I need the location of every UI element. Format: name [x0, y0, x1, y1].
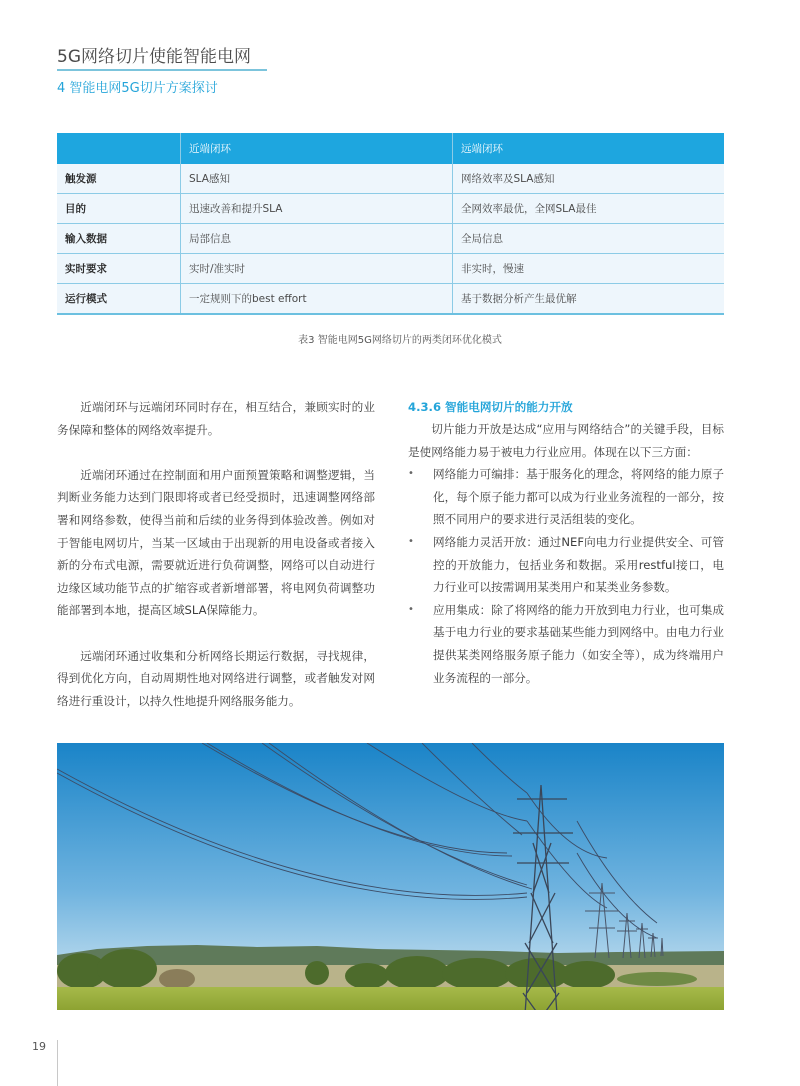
cell-far: 全局信息: [453, 224, 725, 254]
cell-near: 实时/准实时: [181, 254, 453, 284]
bullet-icon: •: [408, 468, 414, 480]
table-header-row: [57, 133, 724, 164]
comparison-table: [57, 133, 724, 315]
paragraph: 远端闭环通过收集和分析网络长期运行数据，寻找规律，得到优化方向，自动周期性地对网络进行调整，或者触发对网络进行重设计，以持久性地提升网络服务能力。: [57, 648, 375, 708]
cell-near: 一定规则下的best effort: [181, 284, 453, 315]
table-row: [57, 254, 724, 284]
bullet-icon: •: [408, 603, 414, 615]
section-title: 4 智能电网5G切片方案探讨: [57, 81, 218, 96]
grass-field: [57, 987, 724, 1010]
cell-near: 迅速改善和提升SLA: [181, 194, 453, 224]
list-item-text: 应用集成：除了将网络的能力开放到电力行业，也可集成基于电力行业的要求基础某些能力到网络中。由电力行业提供某类网络服务原子能力（如安全等），成为终端用户业务流程的一部分。: [433, 602, 724, 685]
cell-near: 局部信息: [181, 224, 453, 254]
row-label: 实时要求: [57, 254, 181, 284]
paragraph: 切片能力开放是达成“应用与网络结合”的关键手段，目标是使网络能力易于被电力行业应用。体现在以下三方面：: [408, 422, 724, 459]
bullet-icon: •: [408, 535, 414, 547]
row-label: 运行模式: [57, 284, 181, 315]
table-row: [57, 284, 724, 315]
page-number: 19: [32, 1040, 46, 1053]
table-row: [57, 164, 724, 194]
list-item: [408, 463, 724, 531]
table-header-cell-empty: [57, 133, 181, 164]
paragraph: 近端闭环通过在控制面和用户面预置策略和调整逻辑，当判断业务能力达到门限即将或者已经受损时，迅速调整网络部署和网络参数，使得当前和后续的业务得到体验改善。例如对于智能电网切片，当某一区域由于出现新的用电设备或者接入新的分布式电源，需要就近进行负荷调整，网络可以自动进行边缘区域功能节点的扩缩容或者新增部署，将电网负荷调整功能部署到本地，提高区域SLA保障能力。: [57, 467, 375, 618]
list-item-text: 网络能力灵活开放：通过NEF向电力行业提供安全、可管控的开放能力，包括业务和数据。采用restful接口，电力行业可以按需调用某类用户和某类业务参数。: [433, 534, 724, 595]
right-column: [408, 396, 724, 689]
cell-far: 非实时，慢速: [453, 254, 725, 284]
title-rule: [57, 69, 267, 71]
table-caption: 表3 智能电网5G网络切片的两类闭环优化模式: [298, 335, 502, 346]
row-label: 触发源: [57, 164, 181, 194]
table-header-near-loop: 近端闭环: [181, 133, 453, 164]
row-label: 目的: [57, 194, 181, 224]
list-item-text: 网络能力可编排：基于服务化的理念，将网络的能力原子化，每个原子能力都可以成为行业业务流程的一部分，按照不同用户的要求进行灵活组装的变化。: [433, 467, 724, 527]
row-label: 输入数据: [57, 224, 181, 254]
photo-illustration: [57, 743, 724, 1010]
cell-near: SLA感知: [181, 164, 453, 194]
table-row: [57, 194, 724, 224]
cell-far: 网络效率及SLA感知: [453, 164, 725, 194]
bullet-list: [408, 463, 724, 689]
subsection-heading: 4.3.6 智能电网切片的能力开放: [408, 400, 573, 414]
cell-far: 基于数据分析产生最优解: [453, 284, 725, 315]
doc-title: 5G网络切片使能智能电网: [57, 47, 251, 67]
list-item: [408, 531, 724, 599]
footer-divider: [57, 1040, 58, 1086]
cell-far: 全网效率最优，全网SLA最佳: [453, 194, 725, 224]
paragraph: 近端闭环与远端闭环同时存在，相互结合，兼顾实时的业务保障和整体的网络效率提升。: [57, 400, 375, 437]
list-item: [408, 599, 724, 689]
table-header-far-loop: 远端闭环: [453, 133, 725, 164]
power-lines-photo: [57, 743, 724, 1010]
table-row: [57, 224, 724, 254]
left-column: [57, 396, 375, 712]
